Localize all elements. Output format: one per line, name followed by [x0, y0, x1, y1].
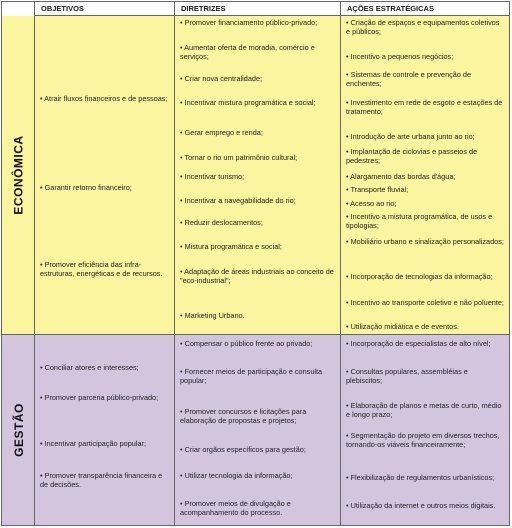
list-item: • Incorporação de especialistas de alto nível;: [346, 339, 491, 348]
gestao-objetivos: [35, 335, 174, 525]
list-item: • Gerar emprego e renda;: [180, 128, 263, 137]
list-item: • Incentivar mistura programática e social;: [180, 98, 316, 107]
list-item: • Incentivar participação popular;: [40, 439, 146, 448]
list-item: • Garantir retorno financeiro;: [40, 183, 132, 192]
list-item: • Implantação de ciclovias e passeios de pedestres;: [346, 147, 478, 166]
list-item: • Elaboração de planos e metas de curto, médio e longo prazo;: [346, 401, 502, 420]
list-item: • Incentivo a pequenos negócios;: [346, 52, 454, 61]
list-item: • Incorporação de tecnologias da informação;: [346, 272, 493, 281]
list-item: • Utilização da internet e outros meios digitais.: [346, 501, 496, 510]
label-gestao: [2, 335, 35, 525]
list-item: • Reduzir deslocamentos;: [180, 218, 263, 227]
header-diretrizes: DIRETRIZES: [175, 2, 340, 16]
list-item: • Consultas populares, assembléias e plebiscitos;: [346, 367, 468, 386]
label-economica-text: ECONÔMICA: [11, 135, 26, 215]
list-item: • Incentivar a navegabilidade do rio;: [180, 196, 296, 205]
list-item: • Alargamento das bordas d'água;: [346, 172, 456, 181]
list-item: • Tornar o rio um patrimônio cultural;: [180, 153, 298, 162]
list-item: • Promover transparência financeira e de decisões.: [40, 471, 163, 490]
list-item: • Acesso ao rio;: [346, 199, 397, 208]
list-item: • Compensar o público frente ao privado;: [180, 339, 313, 348]
list-item: • Sistemas de controle e prevenção de enchentes;: [346, 70, 472, 89]
list-item: • Promover concursos e licitações para elaboração de propostas e projetos;: [180, 407, 307, 426]
list-item: • Flexibilização de regulamentos urbanísticos;: [346, 473, 495, 482]
list-item: • Utilização midiática e de eventos.: [346, 322, 459, 331]
gestao-diretrizes: [175, 335, 340, 525]
list-item: • Aumentar oferta de moradia, comércio e serviços;: [180, 43, 315, 62]
list-item: • Atrair fluxos financeiros e de pessoas;: [40, 94, 168, 103]
list-item: • Criar orgãos específicos para gestão;: [180, 445, 306, 454]
list-item: • Criação de espaços e equipamentos coletivos e públicos;: [346, 18, 500, 37]
list-item: • Promover financiamento público-privado;: [180, 18, 318, 27]
list-item: • Promover meios de divulgação e acompanhamento do processo.: [180, 499, 291, 518]
economica-diretrizes: [175, 16, 340, 334]
gestao-acoes: [341, 335, 509, 525]
label-economica: [2, 16, 35, 334]
list-item: • Mistura programática e social;: [180, 242, 282, 251]
header-objetivos: OBJETIVOS: [35, 2, 174, 16]
list-item: • Segmentação do projeto em diversos trechos, tornando-os viáveis financeiramente;: [346, 431, 500, 450]
list-item: • Incentivar turismo;: [180, 172, 245, 181]
list-item: • Transporte fluvial;: [346, 185, 409, 194]
list-item: • Mobiliário urbano e sinalização personalizados;: [346, 237, 504, 246]
list-item: • Conciliar atores e interesses;: [40, 363, 139, 372]
strategy-table: [1, 1, 510, 526]
list-item: • Investimento em rede de esgoto e estações de tratamento;: [346, 98, 503, 117]
list-item: • Incentivo a mistura programática, de usos e tipologias;: [346, 212, 493, 231]
label-gestao-text: GESTÃO: [11, 403, 26, 457]
economica-objetivos: [35, 16, 174, 334]
list-item: • Incentivo ao transporte coletivo e não poluente;: [346, 298, 504, 307]
list-item: • Promover eficiência das infra-estruturas, energéticas e de recursos.: [40, 260, 163, 279]
list-item: • Promover parceria público-privado;: [40, 393, 159, 402]
list-item: • Fornecer meios de participação e consulta popular;: [180, 367, 323, 386]
economica-acoes: [341, 16, 509, 334]
list-item: • Introdução de arte urbana junto ao rio;: [346, 132, 475, 141]
list-item: • Adaptação de áreas industriais ao conceito de "eco-industrial";: [180, 267, 334, 286]
list-item: • Utilizar tecnologia da informação;: [180, 471, 293, 480]
list-item: • Criar nova centralidade;: [180, 74, 263, 83]
header-acoes: AÇÕES ESTRATÉGICAS: [341, 2, 509, 16]
list-item: • Marketing Urbano.: [180, 311, 245, 320]
